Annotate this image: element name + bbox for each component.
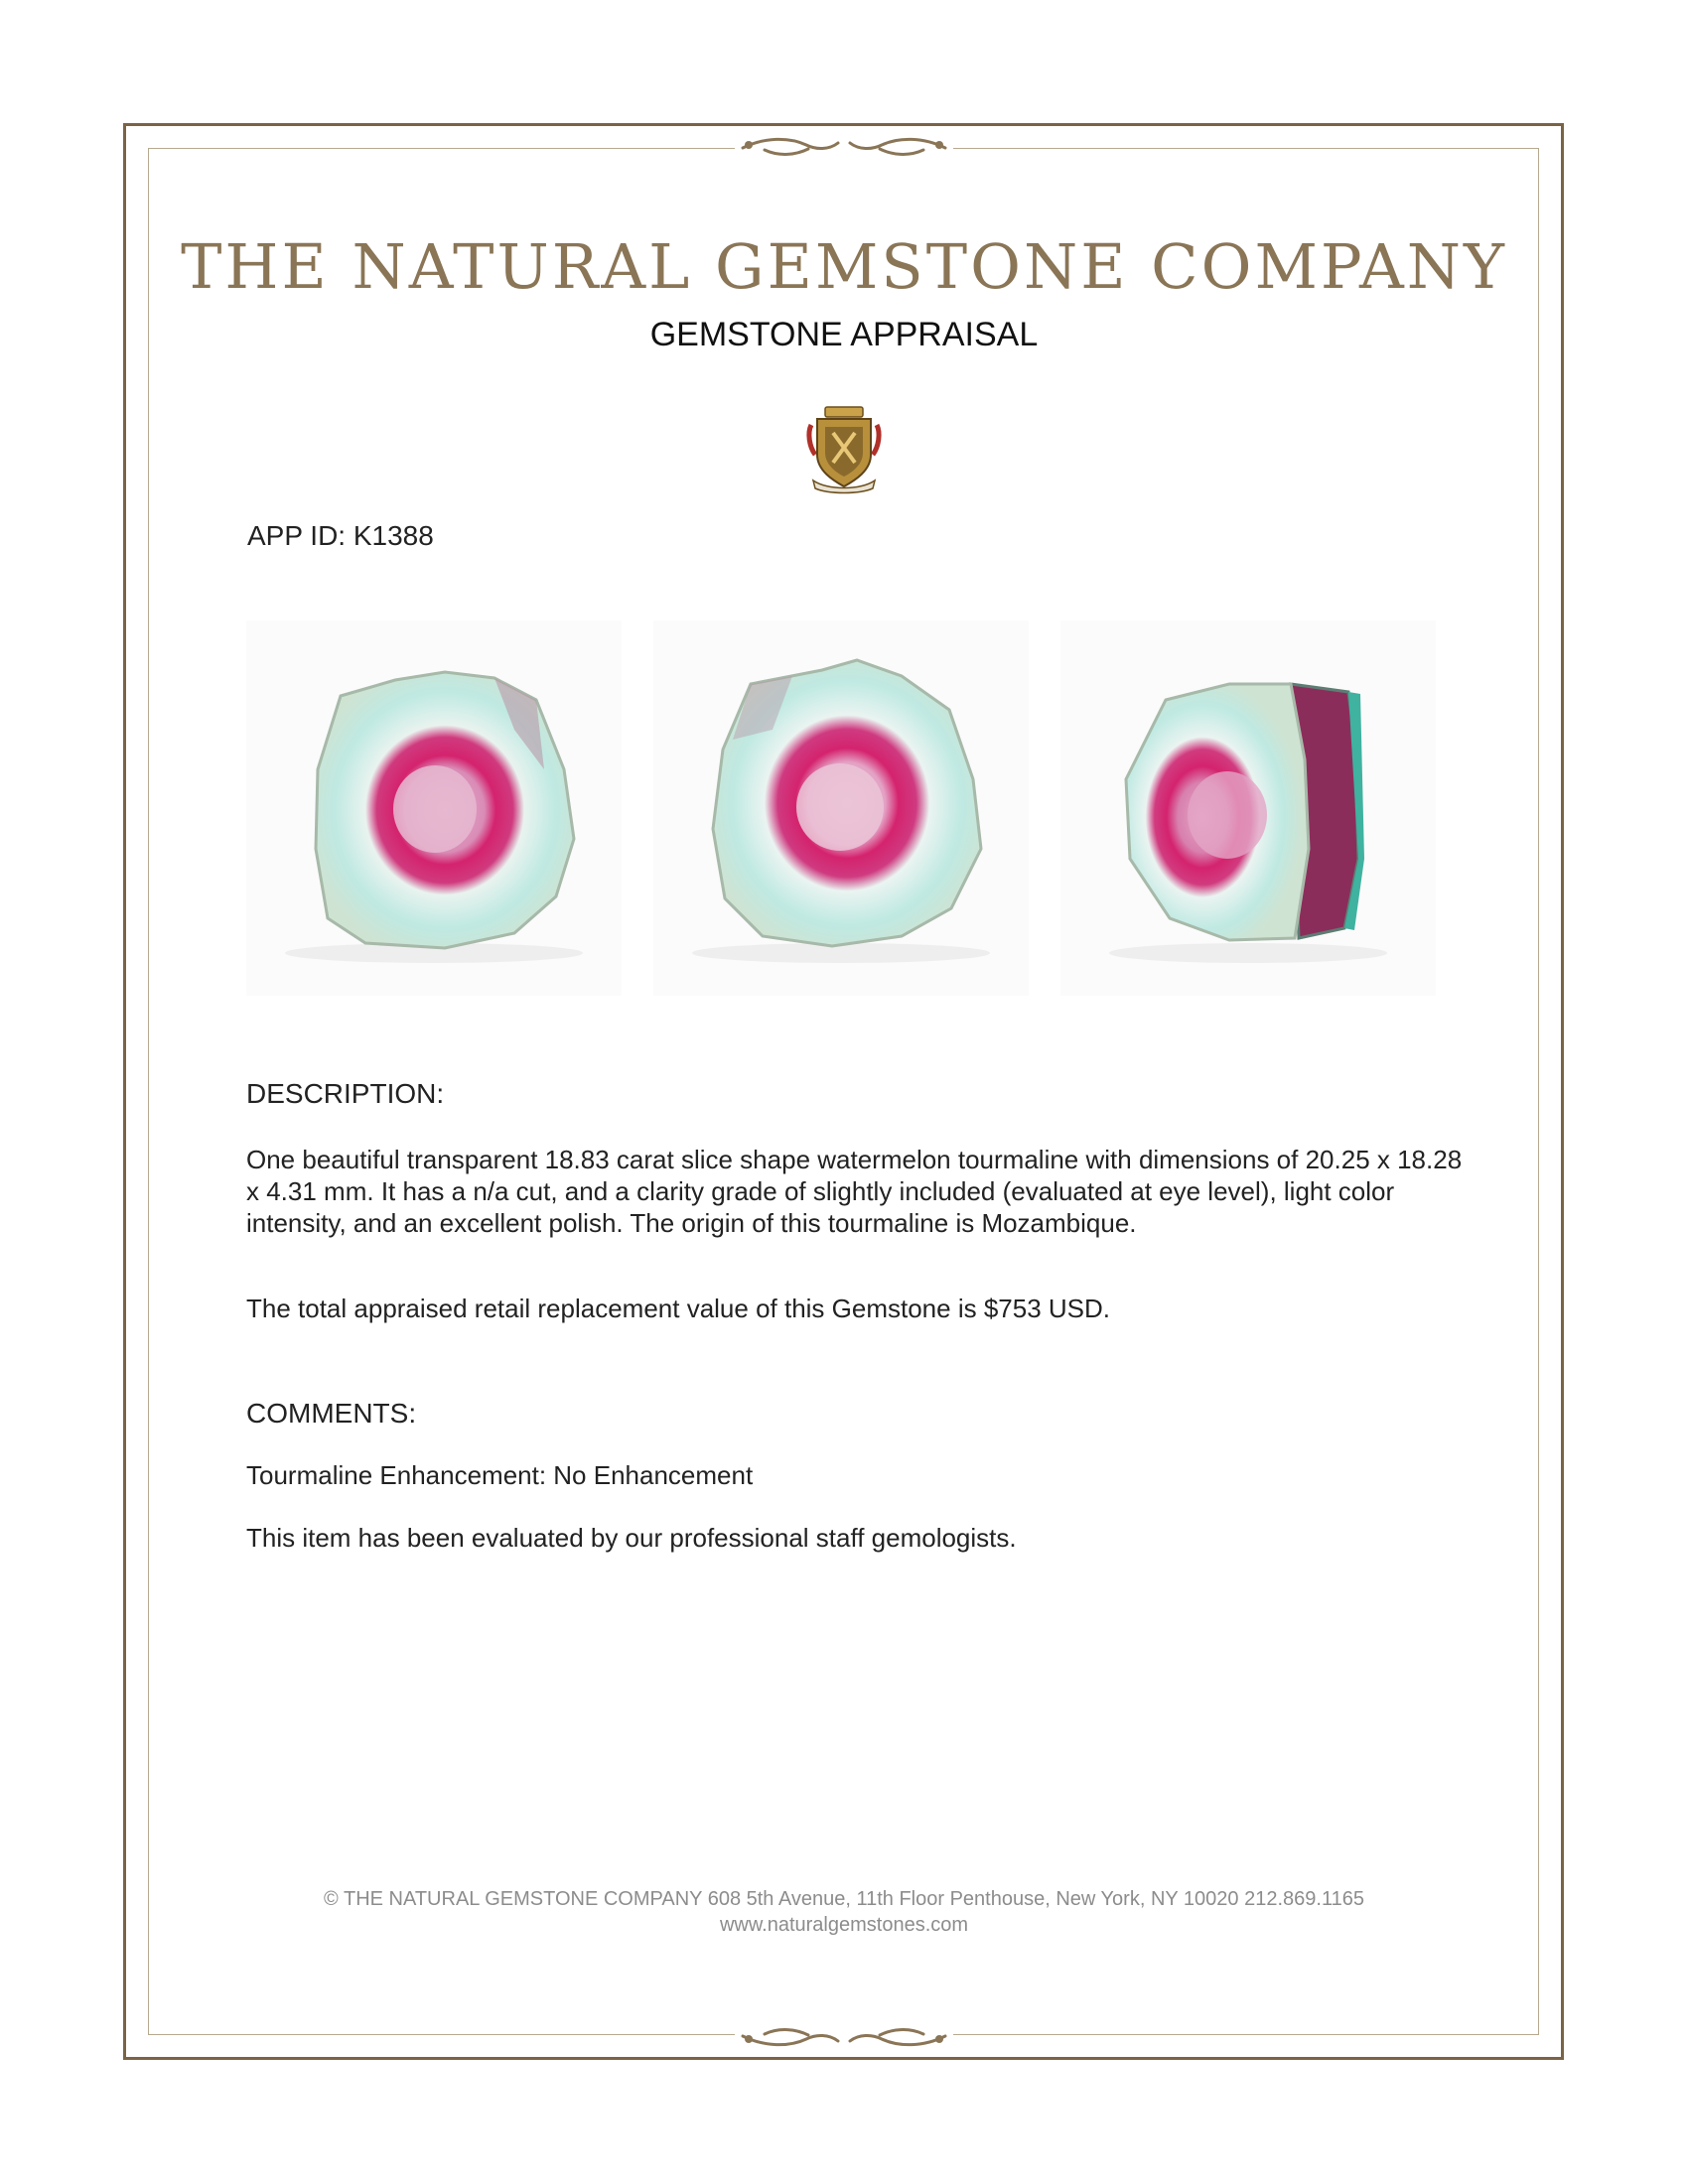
scroll-ornament-icon bbox=[735, 2019, 953, 2053]
comments-label: COMMENTS: bbox=[246, 1398, 417, 1429]
appraised-value-text: The total appraised retail replacement value of this Gemstone is $753 USD. bbox=[246, 1294, 1111, 1323]
scroll-ornament-icon bbox=[735, 131, 953, 165]
description-text: One beautiful transparent 18.83 carat slice shape watermelon tourmaline with dimensions of 20.25 x 18.28 x 4.31 mm. It has a n/a cut, and a clarity grade of slightly included (evaluated at eye level), light color intensity, and an excellent polish. The origin of this tourmaline is Mozambique. bbox=[246, 1145, 1463, 1238]
enhancement-comment: Tourmaline Enhancement: No Enhancement bbox=[246, 1460, 754, 1490]
company-name: THE NATURAL GEMSTONE COMPANY bbox=[181, 230, 1507, 303]
evaluation-comment: This item has been evaluated by our professional staff gemologists. bbox=[246, 1523, 1017, 1553]
description-label: DESCRIPTION: bbox=[246, 1078, 445, 1109]
gemstone-photo-1 bbox=[246, 620, 622, 996]
gemstone-photo-3 bbox=[1060, 620, 1436, 996]
app-id: APP ID: K1388 bbox=[247, 520, 434, 551]
document-title: GEMSTONE APPRAISAL bbox=[649, 316, 1039, 353]
company-crest-icon bbox=[803, 403, 885, 494]
footer-address: © THE NATURAL GEMSTONE COMPANY 608 5th Avenue, 11th Floor Penthouse, New York, NY 10020 212.869.1165 bbox=[324, 1888, 1364, 1910]
gemstone-photo-2 bbox=[653, 620, 1029, 996]
footer-website: www.naturalgemstones.com bbox=[719, 1914, 969, 1936]
